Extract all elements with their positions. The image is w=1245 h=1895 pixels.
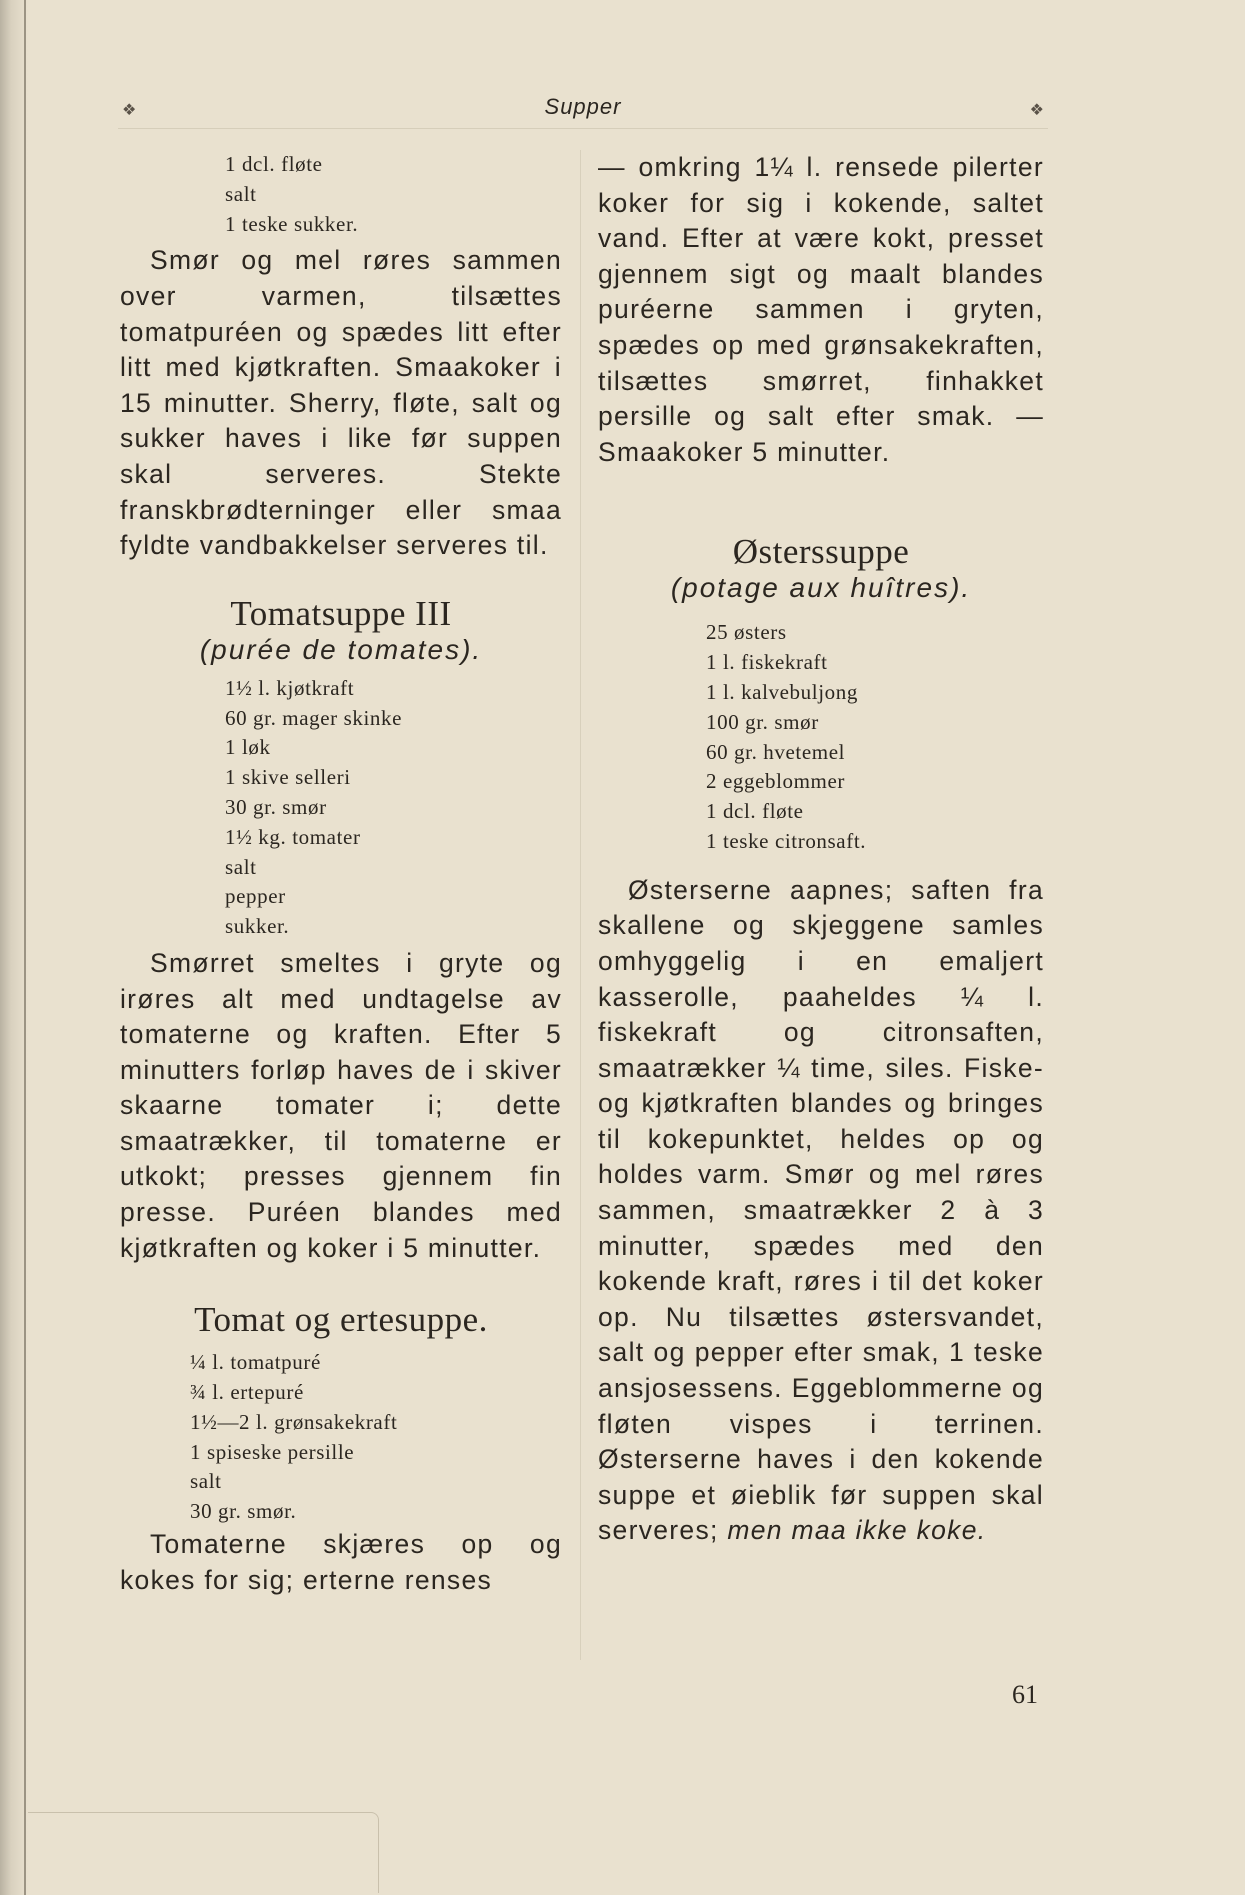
tomatsuppe-ingredient-list bbox=[120, 674, 562, 942]
ertesuppe-ingredient-list bbox=[120, 1348, 562, 1527]
recipe-subtitle-osterssuppe: (potage aux huîtres). bbox=[670, 572, 972, 604]
ingredient-item: 1 teske sukker. bbox=[225, 211, 359, 236]
ingredient-item: 1 l. kalvebuljong bbox=[706, 679, 858, 704]
column-divider bbox=[580, 150, 581, 1660]
ingredient-item: 1½—2 l. grønsakekraft bbox=[190, 1409, 398, 1434]
ingredient-item: sukker. bbox=[225, 914, 290, 939]
ingredient-item: 30 gr. smør. bbox=[190, 1499, 297, 1524]
ingredient-item: salt bbox=[225, 854, 257, 879]
recipe-title-osterssuppe: Østerssuppe bbox=[732, 532, 910, 572]
ornament-right-icon: ❖ bbox=[1029, 100, 1044, 119]
ingredient-item: salt bbox=[190, 1469, 222, 1494]
ingredient-item: 1 dcl. fløte bbox=[706, 799, 804, 824]
recipe-title-tomat-ertesuppe: Tomat og ertesuppe. bbox=[194, 1300, 488, 1340]
osterssuppe-ingredient-list bbox=[598, 618, 1044, 856]
running-title: Supper bbox=[544, 94, 622, 119]
ingredient-item: 60 gr. mager skinke bbox=[225, 705, 403, 730]
ingredient-item: 1 dcl. fløte bbox=[225, 152, 323, 176]
library-stamp-outline bbox=[28, 1812, 379, 1893]
ingredient-item: ¼ l. tomatpuré bbox=[190, 1350, 321, 1375]
recipe-title-tomatsuppe: Tomatsuppe III bbox=[230, 593, 452, 633]
page-number: 61 bbox=[1012, 1680, 1038, 1709]
ingredient-item: salt bbox=[225, 181, 257, 206]
ingredient-item: 1 l. fiskekraft bbox=[706, 650, 828, 675]
osterssuppe-warning: men maa ikke koke. bbox=[727, 1515, 987, 1546]
ingredient-item: 60 gr. hvetemel bbox=[706, 739, 846, 764]
right-column bbox=[598, 150, 1044, 1549]
ingredient-item: 100 gr. smør bbox=[706, 709, 819, 734]
ingredient-item: 1 løk bbox=[225, 735, 271, 760]
ertesuppe-method: Tomaterne skjæres op og kokes for sig; erterne renses bbox=[120, 1529, 562, 1595]
ornament-left-icon: ❖ bbox=[122, 100, 137, 119]
ingredient-item: 1½ l. kjøtkraft bbox=[225, 675, 355, 700]
recipe-subtitle-tomatsuppe: (purée de tomates). bbox=[199, 633, 483, 665]
tomatsuppe-method: Smørret smeltes i gryte og irøres alt med undtagelse av tomaterne og kraften. Efter 5 minutters forløp haves de i skiver skaarne tomater i; dette smaatrækker, til tomaterne er utkokt; presses gjennem fin presse. Puréen blandes med kjøtkraften og koker i 5 minutter. bbox=[120, 947, 562, 1263]
left-column bbox=[120, 150, 562, 1598]
ingredient-item: 25 østers bbox=[706, 620, 787, 645]
intro-ingredient-list bbox=[120, 150, 562, 239]
ingredient-item: 30 gr. smør bbox=[225, 794, 327, 819]
binding-line bbox=[24, 0, 26, 1895]
ingredient-item: ¾ l. ertepuré bbox=[190, 1380, 304, 1405]
running-header bbox=[118, 92, 1048, 129]
ingredient-item: 1½ kg. tomater bbox=[225, 824, 361, 849]
ingredient-item: 1 teske citronsaft. bbox=[706, 828, 867, 853]
ingredient-item: 2 eggeblommer bbox=[706, 769, 846, 794]
ingredient-item: 1 skive selleri bbox=[225, 765, 351, 790]
osterssuppe-method-text: Østerserne aapnes; saften fra skallene og skjeggene samles omhyggelig i en emaljert kasserolle, paaheldes ¼ l. fiskekraft og citronsaften, smaatrækker ¼ time, siles. Fiske- og kjøtkraften blandes og bringes til kokepunktet, heldes op og holdes varm. Smør og mel røres sammen, smaatrækker 2 à 3 minutter, spædes med den kokende kraft, røres i til det koker op. Nu tilsættes østersvandet, salt og pepper efter smak, 1 teske ansjosessens. Eggeblommerne og fløten vispes i terrinen. Østerserne haves i den kokende suppe et øieblik før suppen skal serveres; bbox=[598, 874, 1044, 1546]
ingredient-item: 1 spiseske persille bbox=[190, 1439, 355, 1464]
osterssuppe-method bbox=[598, 873, 1044, 1549]
ertesuppe-method-continued: — omkring 1¼ l. rensede pilerter koker for sig i kokende, saltet vand. Efter at være kokt, presset gjennem sigt og maalt blandes puréerne sammen i gryten, spædes op med grønsakekraften, tilsættes smørret, finhakket persille og salt efter smak. — Smaakoker 5 minutter. bbox=[598, 152, 1044, 467]
ingredient-item: pepper bbox=[225, 884, 286, 909]
intro-paragraph: Smør og mel røres sammen over varmen, tilsættes tomatpuréen og spædes litt efter litt med kjøtkraften. Smaakoker i 15 minutter. Sherry, fløte, salt og sukker haves i like før suppen skal serveres. Stekte franskbrødterninger eller smaa fyldte vandbakkelser serveres til. bbox=[120, 245, 562, 561]
